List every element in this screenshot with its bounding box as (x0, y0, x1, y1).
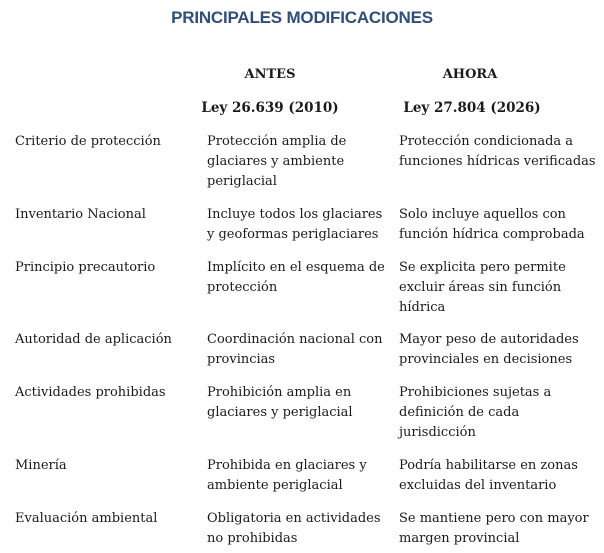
table-row-evaluacion (0, 509, 604, 553)
row-antes-cell: Prohibición amplia en glaciares y periglacial (207, 385, 353, 420)
page-title: PRINCIPALES MODIFICACIONES (171, 8, 433, 27)
table-row-criterio (0, 132, 604, 205)
row-ahora-cell: Prohibiciones sujetas a definición de cada jurisdicción (399, 385, 552, 440)
antes-law-label: Ley 26.639 (2010) (201, 100, 339, 116)
row-label: Autoridad de aplicación (15, 332, 172, 347)
row-antes-cell: Implícito en el esquema de protección (207, 260, 385, 295)
row-ahora-cell: Podría habilitarse en zonas excluidas del inventario (399, 458, 578, 493)
row-ahora-cell: Protección condicionada a funciones hídricas verificadas (399, 134, 596, 169)
ahora-column-header: AHORA (442, 67, 498, 82)
row-ahora-cell: Mayor peso de autoridades provinciales en decisiones (399, 332, 579, 367)
row-label: Minería (15, 458, 67, 473)
comparison-table (0, 132, 604, 553)
row-label: Actividades prohibidas (15, 385, 166, 400)
table-row-inventario (0, 205, 604, 258)
row-label: Principio precautorio (15, 260, 156, 275)
row-antes-cell: Protección amplia de glaciares y ambiente periglacial (207, 134, 347, 189)
antes-column-header: ANTES (244, 67, 296, 82)
row-ahora-cell: Solo incluye aquellos con función hídrica comprobada (399, 207, 585, 242)
table-row-autoridad (0, 330, 604, 383)
row-ahora-cell: Se mantiene pero con mayor margen provincial (399, 511, 589, 546)
row-label: Inventario Nacional (15, 207, 146, 222)
row-antes-cell: Incluye todos los glaciares y geoformas periglaciares (207, 207, 383, 242)
table-row-principio (0, 258, 604, 330)
row-antes-cell: Obligatoria en actividades no prohibidas (207, 511, 381, 546)
row-label: Criterio de protección (15, 134, 161, 149)
row-ahora-cell: Se explicita pero permite excluir áreas sin función hídrica (399, 260, 566, 315)
table-row-actividades (0, 383, 604, 456)
table-row-mineria (0, 456, 604, 509)
ahora-law-label: Ley 27.804 (2026) (403, 100, 541, 116)
row-label: Evaluación ambiental (15, 511, 158, 526)
row-antes-cell: Prohibida en glaciares y ambiente periglacial (207, 458, 367, 493)
row-antes-cell: Coordinación nacional con provincias (207, 332, 383, 367)
